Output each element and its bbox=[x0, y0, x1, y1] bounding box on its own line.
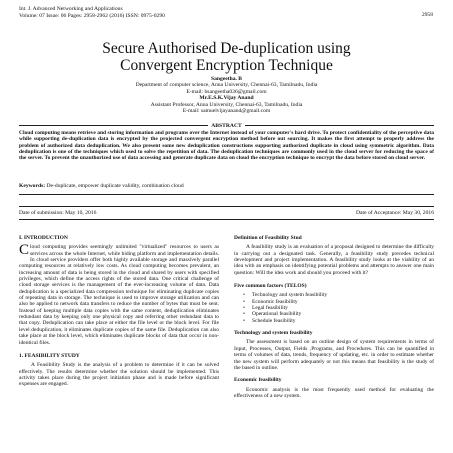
dates-rule-bottom bbox=[19, 219, 434, 220]
intro-paragraph bbox=[19, 244, 219, 346]
abstract-text: Cloud computing means retrieve and storing information and programs over the Internet instead of your computer's hard drive. To protect confidentiality of the perceptive data while supporting de-duplication data is encrypted by the projected convergent encryption method before out sourcing. It makes the first attempt to properly address the problem of authorized data deduplication. We also present some new deduplication constructions supporting authorized duplicate in cloud using symmetric algorithm. Data deduplication is one of the techniques which used to solve the repetition of data. The deduplication techniques are commonly used in the cloud server for reducing the space of the server. To prevent the unauthorized use of data accessing and generate duplicate data on cloud the encryption technique to encrypt the data before stored on cloud server. bbox=[19, 130, 434, 162]
feasibility-heading: 1. FEASIBILITY STUDY bbox=[19, 352, 80, 359]
intro-dropcap: C bbox=[19, 242, 30, 259]
definition-text: A feasibility study is an evaluation of a proposal designed to determine the difficulty in carrying out a designated task. Generally, a feasibility study precedes technical development and project implementation. A feasibility study looks at the viability of an idea with an emphasis on identifying potential problems and attempts to answer one main question: Will the idea work and should you proceed with it? bbox=[234, 244, 434, 276]
economic-text: Economic analysis is the most frequently used method for evaluating the effectiveness of a new system. bbox=[234, 386, 434, 399]
author-2-email: E-mail: samuelvijayanand@gmail.com bbox=[182, 108, 271, 115]
keywords-text: De-duplicate, empower duplicate validity, combination cloud bbox=[45, 183, 184, 189]
author-2-affiliation: Assistant Professor, Anna University, Chennai-63, Tamilnadu, India bbox=[150, 101, 303, 108]
dates-rule-top bbox=[19, 206, 434, 207]
abstract-heading-text: ABSTRACT bbox=[208, 123, 244, 129]
intro-heading: I. INTRODUCTION bbox=[19, 235, 68, 241]
definition-heading: Definition of Feasibility Stud bbox=[234, 235, 302, 241]
author-block bbox=[0, 76, 453, 114]
keywords bbox=[19, 183, 184, 189]
abstract-heading bbox=[0, 123, 453, 129]
technology-text: The assessment is based on an outline design of system requirements in terms of Input, Processes, Output, Fields ,Programs, and Procedures. This can be quantified in terms of volumes of data, trends, frequency of updating, etc. in order to estimate whether the new system will perform adequately or not this means that feasibility is the study of the based in outline. bbox=[234, 339, 434, 371]
paper-title bbox=[0, 40, 453, 74]
list-item: • Schedule feasibility bbox=[234, 318, 434, 324]
title-line-1: Secure Authorised De-duplication using bbox=[102, 40, 351, 57]
author-1-affiliation: Department of computer science, Anna University, Chennai-63, Tamilnadu, India bbox=[135, 82, 318, 89]
journal-header bbox=[19, 6, 165, 19]
left-column bbox=[19, 235, 219, 388]
right-column bbox=[234, 235, 434, 399]
author-1-email: E-mail: bsangeetha036@gmail.com bbox=[186, 88, 267, 95]
journal-name: Int. J. Advanced Networking and Applications bbox=[19, 6, 123, 12]
submission-date: Date of submission: May 10, 2016 bbox=[19, 210, 97, 216]
feasibility-text: A Feasibility Study is the analysis of a problem to determine if it can be solved effectively. The results determine whether the solution should be implemented. This activity takes place during the project initiation phase and is made before significant expenses are engaged. bbox=[19, 362, 219, 388]
list-item: • Economic feasibility bbox=[234, 299, 434, 305]
list-item: • Operational feasibility bbox=[234, 311, 434, 317]
list-item: • Technology and system feasibility bbox=[234, 292, 434, 298]
telos-heading: Five common factors (TELOS) bbox=[234, 283, 307, 290]
technology-heading: Technology and system feasibility bbox=[234, 330, 313, 337]
economic-heading: Economic feasibility bbox=[234, 377, 282, 384]
keywords-rule bbox=[19, 194, 434, 195]
title-line-2: Convergent Encryption Technique bbox=[120, 57, 333, 74]
page-number: 2958 bbox=[421, 12, 433, 18]
acceptance-date: Date of Acceptance: May 30, 2016 bbox=[356, 210, 434, 216]
author-2-name: Mr.E.S.K.Vijay Anand bbox=[199, 95, 254, 102]
telos-list bbox=[234, 292, 434, 324]
keywords-label: Keywords: bbox=[19, 183, 46, 189]
intro-text: loud computing provides seemingly unlimited "virtualized" resources to users as services across the whole Internet, while hiding platform and implementation details. In cloud service providers offer both highly available storage and massively parallel computing resources at relatively low costs. As cloud computing becomes prevalent, an increasing amount of data is being stored in the cloud and shared by users with specified privileges, which define the access rights of the stored data. One critical challenge of cloud storage services is the management of the ever-increasing volume of data. Data deduplication is a specialized data compression technique for eliminating duplicate copies of repeating data in storage. The technique is used to improve storage utilization and can also be applied to network data transfers to reduce the number of bytes that must be sent. Instead of keeping multiple data copies with the same content, deduplication eliminates redundant data by keeping only one physical copy and referring other redundant data to that copy. Deduplication can take place at either the file level or the block level. For file level deduplication, it eliminates duplicate copies of the same file. Deduplication can also take place at the block level, which eliminates duplicate blocks of data that occur in non-identical files. bbox=[19, 244, 219, 346]
journal-volume: Volume: 07 Issue: 06 Pages: 2958-2962 (2016) ISSN: 0975-0290 bbox=[19, 12, 165, 19]
list-item: • Legal feasibility bbox=[234, 305, 434, 311]
author-1-name: Sangeetha. B bbox=[210, 76, 243, 82]
